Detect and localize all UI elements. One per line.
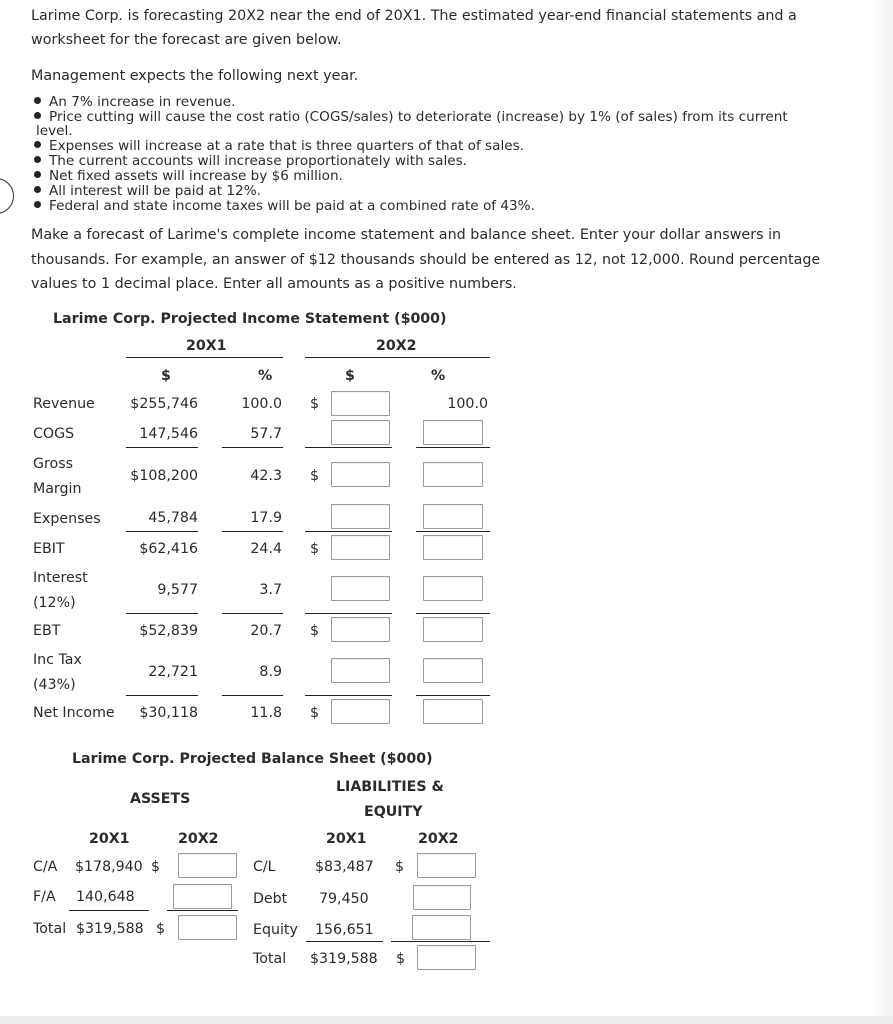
assets-year2: 20X2: [178, 831, 219, 847]
equity-20x2-input[interactable]: [412, 915, 471, 940]
interest-20x1-value: 9,577: [157, 582, 198, 598]
assets-year1: 20X1: [89, 831, 130, 847]
balance-title: Larime Corp. Projected Balance Sheet ($000): [72, 751, 433, 767]
rule: [306, 941, 383, 942]
bullet-dot-icon: [34, 97, 41, 104]
ca-20x2-input[interactable]: [178, 853, 237, 878]
assets-header: ASSETS: [130, 791, 191, 807]
col-pct-header: %: [258, 368, 273, 384]
bullet-fixed-assets: Net fixed assets will increase by $6 million.: [34, 169, 343, 184]
net-20x1-pct: 11.8: [250, 705, 282, 721]
interest-20x2-pct-input[interactable]: [423, 576, 483, 601]
revenue-20x1-pct: 100.0: [241, 396, 282, 412]
intro-line-1: Larime Corp. is forecasting 20X2 near the end of 20X1. The estimated year-end financial statements and a: [31, 8, 797, 24]
net-20x2-pct-input[interactable]: [423, 699, 483, 724]
rule: [391, 941, 490, 942]
liab-year1: 20X1: [326, 831, 367, 847]
interest-20x2-input[interactable]: [331, 576, 390, 601]
ca-20x1-value: $178,940: [75, 859, 143, 875]
cl-20x1-value: $83,487: [315, 859, 374, 875]
tax-20x1-pct: 8.9: [259, 664, 282, 680]
bullet-interest: All interest will be paid at 12%.: [34, 184, 261, 199]
debt-label: Debt: [253, 891, 288, 907]
bullet-revenue: An 7% increase in revenue.: [34, 95, 235, 110]
bullet-dot-icon: [34, 112, 41, 119]
radio-circle-icon[interactable]: [0, 178, 14, 214]
rule: [416, 695, 490, 696]
rule: [305, 447, 392, 448]
gross-20x2-pct-input[interactable]: [423, 462, 483, 487]
expenses-20x2-input[interactable]: [331, 504, 390, 529]
rule: [222, 613, 283, 614]
header-rule-20x2: [305, 357, 490, 358]
total-assets-20x1-value: $319,588: [76, 921, 144, 937]
fa-20x2-input[interactable]: [173, 884, 232, 909]
gross-20x1-value: $108,200: [130, 468, 198, 484]
dollar-sign: $: [396, 951, 406, 967]
bullet-dot-icon: [34, 201, 41, 208]
row-label-cogs: COGS: [33, 426, 75, 442]
debt-20x1-value: 79,450: [319, 891, 369, 907]
tax-20x2-pct-input[interactable]: [423, 658, 483, 683]
ebt-20x1-value: $52,839: [139, 623, 198, 639]
expenses-20x1-value: 45,784: [148, 510, 198, 526]
row-label-interest: Interest: [33, 570, 88, 586]
dollar-sign: $: [310, 623, 320, 639]
tax-20x1-value: 22,721: [148, 664, 198, 680]
debt-20x2-input[interactable]: [413, 885, 471, 910]
total-le-label: Total: [253, 951, 287, 967]
bullet-current-accounts: The current accounts will increase proportionately with sales.: [34, 154, 467, 169]
cogs-20x2-input[interactable]: [331, 420, 390, 445]
bullet-dot-icon: [34, 171, 41, 178]
total-assets-20x2-input[interactable]: [178, 915, 237, 940]
interest-20x1-pct: 3.7: [259, 582, 282, 598]
bullet-taxes: Federal and state income taxes will be paid at a combined rate of 43%.: [34, 199, 535, 214]
ebit-20x2-input[interactable]: [331, 535, 390, 560]
revenue-20x2-input[interactable]: [331, 391, 390, 416]
income-year2: 20X2: [376, 338, 417, 354]
total-le-20x2-input[interactable]: [417, 945, 476, 970]
instructions-line-3: values to 1 decimal place. Enter all amounts as a positive numbers.: [31, 276, 517, 292]
bullet-expenses: Expenses will increase at a rate that is three quarters of that of sales.: [34, 139, 524, 154]
row-label-margin: Margin: [33, 481, 82, 497]
fa-20x1-value: 140,648: [76, 889, 135, 905]
bullet-dot-icon: [34, 156, 41, 163]
row-label-interest-rate: (12%): [33, 595, 76, 611]
dollar-sign: $: [310, 468, 320, 484]
cl-20x2-input[interactable]: [417, 853, 476, 878]
row-label-expenses: Expenses: [33, 511, 101, 527]
rule: [222, 531, 283, 532]
ebt-20x1-pct: 20.7: [250, 623, 282, 639]
gross-20x2-input[interactable]: [331, 462, 390, 487]
row-label-ebt: EBT: [33, 623, 61, 639]
rule: [126, 447, 198, 448]
bullet-dot-icon: [34, 141, 41, 148]
intro-line-2: worksheet for the forecast are given below.: [31, 32, 342, 48]
bullet-price-cont: level.: [36, 123, 73, 139]
row-label-ebit: EBIT: [33, 541, 65, 557]
dollar-sign: $: [310, 541, 320, 557]
net-20x1-value: $30,118: [139, 705, 198, 721]
cogs-20x2-pct-input[interactable]: [423, 420, 483, 445]
cogs-20x1-pct: 57.7: [250, 426, 282, 442]
dollar-sign: $: [156, 921, 166, 937]
row-label-tax-rate: (43%): [33, 677, 76, 693]
rule: [305, 613, 392, 614]
tax-20x2-input[interactable]: [331, 658, 390, 683]
equity-20x1-value: 156,651: [315, 922, 374, 938]
total-assets-label: Total: [33, 921, 67, 937]
scrollbar-track[interactable]: [869, 0, 893, 1024]
cl-label: C/L: [253, 859, 276, 875]
ebit-20x2-pct-input[interactable]: [423, 535, 483, 560]
total-le-20x1-value: $319,588: [310, 951, 378, 967]
rule: [305, 531, 392, 532]
equity-label: Equity: [253, 922, 298, 938]
instructions-line-1: Make a forecast of Larime's complete income statement and balance sheet. Enter your dollar answers in: [31, 227, 782, 243]
row-label-inc-tax: Inc Tax: [33, 652, 82, 668]
bullet-price: Price cutting will cause the cost ratio (COGS/sales) to deteriorate (increase) by 1% (of sales) from its current: [34, 110, 788, 125]
ebit-20x1-value: $62,416: [139, 541, 198, 557]
dollar-sign: $: [310, 705, 320, 721]
gross-20x1-pct: 42.3: [250, 468, 282, 484]
bullet-dot-icon: [34, 186, 41, 193]
dollar-sign: $: [310, 396, 320, 412]
dollar-sign: $: [395, 859, 405, 875]
rule: [167, 910, 238, 911]
instructions-line-2: thousands. For example, an answer of $12 thousands should be entered as 12, not 12,000. Round percentage: [31, 252, 821, 268]
rule: [69, 910, 149, 911]
row-label-net-income: Net Income: [33, 705, 115, 721]
rule: [222, 695, 283, 696]
header-rule-20x1: [126, 357, 283, 358]
liabilities-header-2: EQUITY: [364, 804, 423, 820]
revenue-20x1-value: $255,746: [130, 396, 198, 412]
income-title: Larime Corp. Projected Income Statement ($000): [53, 311, 447, 327]
liab-year2: 20X2: [418, 831, 459, 847]
col-pct-header-2: %: [431, 368, 446, 384]
revenue-20x2-pct: 100.0: [447, 396, 488, 412]
rule: [305, 695, 392, 696]
ebt-20x2-input[interactable]: [331, 617, 390, 642]
cogs-20x1-value: 147,546: [139, 426, 198, 442]
row-label-gross: Gross: [33, 456, 73, 472]
ebt-20x2-pct-input[interactable]: [423, 617, 483, 642]
rule: [126, 531, 198, 532]
expenses-20x2-pct-input[interactable]: [423, 504, 483, 529]
col-dollar-header-2: $: [345, 368, 355, 384]
ca-label: C/A: [33, 859, 58, 875]
rule: [416, 447, 490, 448]
rule: [126, 695, 198, 696]
liabilities-header-1: LIABILITIES &: [336, 779, 444, 795]
management-heading: Management expects the following next year.: [31, 68, 359, 84]
rule: [416, 531, 490, 532]
dollar-sign: $: [151, 859, 161, 875]
bottom-bar: [0, 1016, 893, 1024]
rule: [416, 613, 490, 614]
row-label-revenue: Revenue: [33, 396, 95, 412]
rule: [126, 613, 198, 614]
ebit-20x1-pct: 24.4: [250, 541, 282, 557]
col-dollar-header: $: [161, 368, 171, 384]
net-20x2-input[interactable]: [331, 699, 390, 724]
rule: [222, 447, 283, 448]
expenses-20x1-pct: 17.9: [250, 510, 282, 526]
fa-label: F/A: [33, 889, 56, 905]
income-year1: 20X1: [186, 338, 227, 354]
